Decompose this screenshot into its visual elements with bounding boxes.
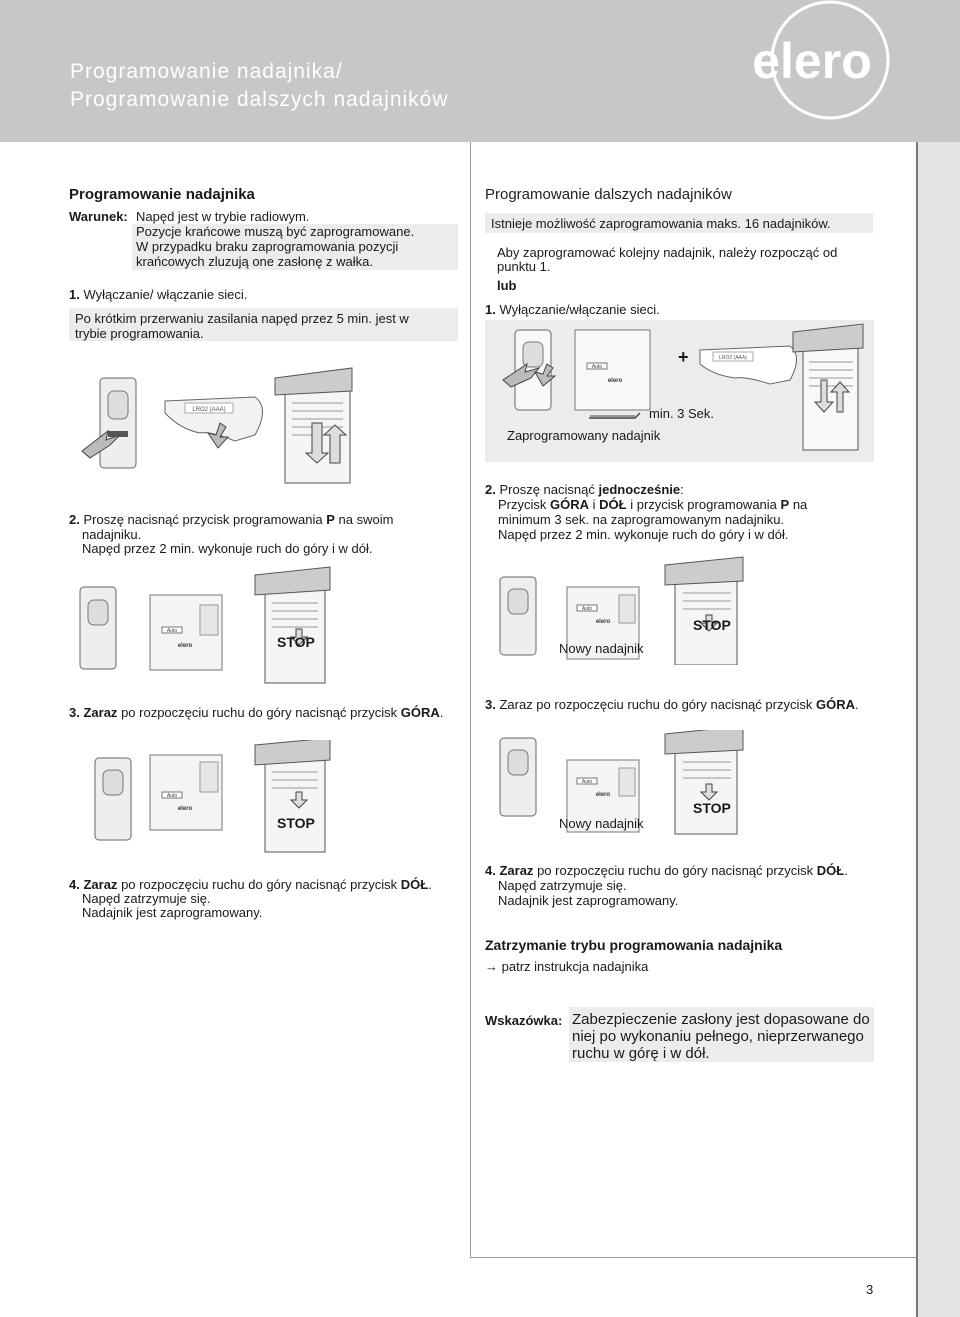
right-min-label: min. 3 Sek. xyxy=(649,406,715,421)
hint-line-0: Zabezpieczenie zasłony jest dopasowane do xyxy=(572,1011,870,1028)
right-heading: Programowanie dalszych nadajników xyxy=(485,186,732,203)
right-step2-na: na xyxy=(792,497,808,512)
auto-label-1: Auto xyxy=(166,628,178,634)
illustration-new-remote-2 xyxy=(485,730,874,840)
bottom-divider xyxy=(470,1257,916,1258)
left-step1-note-line-1: trybie programowania. xyxy=(75,326,204,341)
left-step4-line-0: Napęd zatrzymuje się. xyxy=(82,891,211,906)
left-step4-bold: Zaraz xyxy=(83,877,118,892)
brand-label-3: elero xyxy=(607,378,623,384)
left-step4-num: 4. xyxy=(69,877,80,892)
right-step4-line-1: Nadajnik jest zaprogramowany. xyxy=(498,893,679,908)
page-title-line1: Programowanie nadajnika/ xyxy=(70,60,343,83)
auto-label-2: Auto xyxy=(166,793,178,799)
left-step1-note-line-0: Po krótkim przerwaniu zasilania napęd przez 5 min. jest w xyxy=(75,311,409,326)
right-info1: Istnieje możliwość zaprogramowania maks. 16 nadajników. xyxy=(491,216,831,231)
right-step2-post: i przycisk programowania xyxy=(630,497,777,512)
right-step2-i: i xyxy=(592,497,596,512)
right-info2-line-1: punktu 1. xyxy=(497,259,551,274)
right-step4-dot: . xyxy=(844,863,848,878)
right-step4-text: po rozpoczęciu ruchu do góry nacisnąć przycisk xyxy=(537,863,814,878)
left-step2-p: P xyxy=(326,512,335,527)
right-step1-text: Wyłączanie/włączanie sieci. xyxy=(499,302,660,317)
illustration-remote-receiver-shutter xyxy=(60,363,470,488)
arrow-right-icon: → xyxy=(485,959,498,974)
right-step4-key: DÓŁ xyxy=(816,863,845,878)
stop-ref-text: patrz instrukcja nadajnika xyxy=(501,959,649,974)
right-programmed-label: Zaprogramowany nadajnik xyxy=(507,428,661,443)
left-step2-text-a: Proszę nacisnąć przycisk programowania xyxy=(83,512,323,527)
brand-label-2: elero xyxy=(177,806,193,812)
right-sidebar-strip xyxy=(916,142,960,1317)
right-stop-label-2: STOP xyxy=(693,800,731,816)
illustration-stop-2 xyxy=(60,740,470,855)
right-step4-line-0: Napęd zatrzymuje się. xyxy=(498,878,627,893)
right-step2-dol: DÓŁ xyxy=(599,497,627,512)
left-step4-key: DÓŁ xyxy=(400,877,429,892)
left-step4 xyxy=(69,877,432,892)
warunek-line-0: Napęd jest w trybie radiowym. xyxy=(136,209,310,224)
right-step2-line-1 xyxy=(498,497,807,512)
right-step4-num: 4. xyxy=(485,863,496,878)
auto-label-3: Auto xyxy=(591,364,603,370)
page-title-line2: Programowanie dalszych nadajników xyxy=(70,88,449,111)
right-step2-colon: : xyxy=(680,482,684,497)
left-step4-text: po rozpoczęciu ruchu do góry nacisnąć przycisk xyxy=(121,877,398,892)
right-lub: lub xyxy=(497,278,517,293)
right-new-label-2: Nowy nadajnik xyxy=(559,816,644,831)
right-step2-pre: Proszę nacisnąć xyxy=(499,482,595,497)
warunek-label: Warunek: xyxy=(69,209,128,224)
right-step3-key: GÓRA xyxy=(815,697,855,712)
right-step2-gora: GÓRA xyxy=(550,497,590,512)
auto-label-5: Auto xyxy=(581,779,593,785)
right-info2-line-0: Aby zaprogramować kolejny nadajnik, należy rozpocząć od xyxy=(497,245,838,260)
right-step3-dot: . xyxy=(854,697,859,712)
left-step2-text-b: na swoim xyxy=(338,512,394,527)
stop-programming-ref xyxy=(485,959,648,974)
auto-label-4: Auto xyxy=(581,606,593,612)
right-new-label-1: Nowy nadajnik xyxy=(559,641,644,656)
hint-label: Wskazówka: xyxy=(485,1013,563,1028)
right-step4-bold: Zaraz xyxy=(499,863,534,878)
illustration-new-remote-1 xyxy=(485,555,874,665)
left-step3-text: po rozpoczęciu ruchu do góry nacisnąć przycisk xyxy=(121,705,398,720)
warunek-line-1: Pozycje krańcowe muszą być zaprogramowane. xyxy=(136,224,415,239)
right-step4 xyxy=(485,863,848,878)
right-step2-line-2: minimum 3 sek. na zaprogramowanym nadajniku. xyxy=(498,512,785,527)
left-step3-num: 3. xyxy=(69,705,80,720)
left-step2-num: 2. xyxy=(69,512,80,527)
page-number: 3 xyxy=(866,1282,874,1297)
left-step3-dot: . xyxy=(439,705,444,720)
left-step4-line-1: Nadajnik jest zaprogramowany. xyxy=(82,905,263,920)
right-step2-line-0 xyxy=(485,482,684,497)
right-step3 xyxy=(485,697,859,712)
right-plus: + xyxy=(678,347,689,367)
left-step3-bold: Zaraz xyxy=(83,705,118,720)
brand-label-1: elero xyxy=(177,643,193,649)
page-header xyxy=(0,0,960,142)
warunek-line-2: W przypadku braku zaprogramowania pozycji xyxy=(136,239,399,254)
right-step1 xyxy=(485,302,660,317)
right-step2-bold: jednocześnie xyxy=(598,482,681,497)
right-step1-num: 1. xyxy=(485,302,496,317)
right-step2-p: P xyxy=(780,497,790,512)
right-stop-label-1: STOP xyxy=(693,617,731,633)
receiver-label-2: LRO2 (AAA) xyxy=(719,355,747,361)
left-step4-dot: . xyxy=(428,877,432,892)
brand-label-5: elero xyxy=(595,792,611,798)
receiver-label: LRO2 (AAA) xyxy=(192,407,226,413)
left-step3-key: GÓRA xyxy=(400,705,440,720)
right-step2-line-3: Napęd przez 2 min. wykonuje ruch do góry i w dół. xyxy=(498,527,789,542)
left-step2-line-a xyxy=(69,512,393,527)
hint-line-2: ruchu w górę i w dół. xyxy=(572,1045,710,1062)
left-stop-label-2: STOP xyxy=(277,815,315,831)
hint-line-1: niej po wykonaniu pełnego, nieprzerwanego xyxy=(572,1028,864,1045)
column-divider xyxy=(470,142,471,1257)
illustration-stop-1 xyxy=(60,565,470,685)
elero-logo xyxy=(720,0,900,125)
warunek-line-3: krańcowych zluzują one zasłonę z wałka. xyxy=(136,254,374,269)
brand-label-4: elero xyxy=(595,619,611,625)
left-step1-text: Wyłączanie/ włączanie sieci. xyxy=(83,287,248,302)
right-step2-num: 2. xyxy=(485,482,496,497)
right-step3-text: Zaraz po rozpoczęciu ruchu do góry nacisnąć przycisk xyxy=(499,697,813,712)
left-heading: Programowanie nadajnika xyxy=(69,186,255,203)
left-step1 xyxy=(69,287,247,302)
left-step2-line-b: nadajniku. xyxy=(82,527,142,542)
right-step2-przycisk: Przycisk xyxy=(498,497,547,512)
logo-text: elero xyxy=(752,33,872,89)
left-stop-label-1: STOP xyxy=(277,634,315,650)
stop-programming-heading: Zatrzymanie trybu programowania nadajnika xyxy=(485,937,783,953)
right-step3-num: 3. xyxy=(485,697,496,712)
left-step1-num: 1. xyxy=(69,287,80,302)
left-step3 xyxy=(69,705,443,720)
left-step2-line-c: Napęd przez 2 min. wykonuje ruch do góry i w dół. xyxy=(82,541,373,556)
